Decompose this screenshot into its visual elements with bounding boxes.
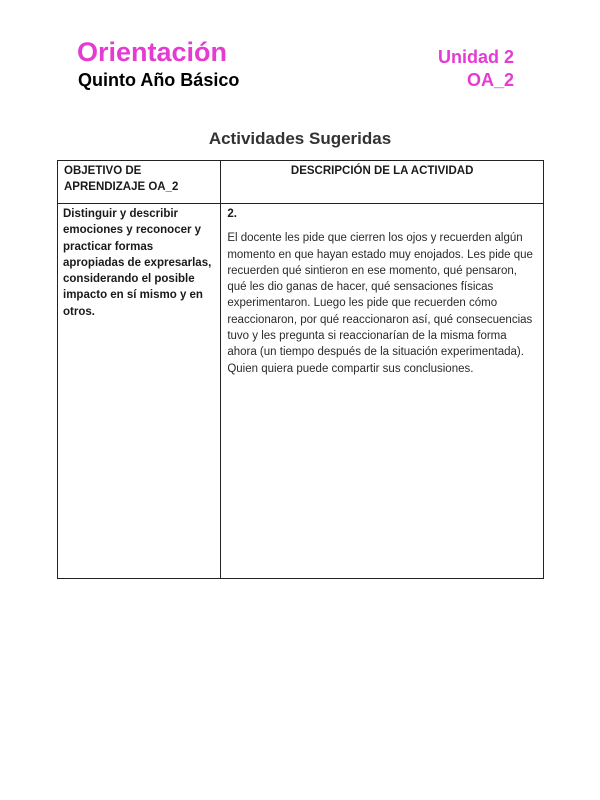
description-column-header: DESCRIPCIÓN DE LA ACTIVIDAD (221, 161, 544, 204)
section-title: Actividades Sugeridas (208, 129, 392, 148)
activities-table (57, 160, 544, 579)
table-row (58, 204, 544, 579)
grade-title: Quinto Año Básico (78, 70, 240, 90)
activity-number: 2. (227, 208, 237, 220)
oa-code-label: OA_2 (466, 70, 514, 90)
objective-cell: Distinguir y describir emociones y reconocer y practicar formas apropiadas de expresarlas, considerando el posible impacto en sí mismo y en otros. (58, 204, 221, 579)
unit-label: Unidad 2 (437, 47, 514, 67)
table-header-row (58, 161, 544, 204)
subject-title: Orientación (77, 37, 228, 67)
objective-column-header: OBJETIVO DE APRENDIZAJE OA_2 (58, 161, 221, 204)
activity-description-text: El docente les pide que cierren los ojos y recuerden algún momento en que hayan estado muy enojados. Les pide que recuerden qué sintieron en ese momento, qué pensaron, qué les dio ganas de hacer, qué sensaciones físicas experimentaron. Luego les pide que recuerden cómo reaccionaron, por qué reaccionaron así, qué consecuencias tuvo y les pregunta si reaccionarían de la misma forma ahora (un tiempo después de la situación experimentada). Quien quiera puede compartir sus conclusiones. (227, 232, 533, 375)
description-cell (221, 204, 544, 579)
